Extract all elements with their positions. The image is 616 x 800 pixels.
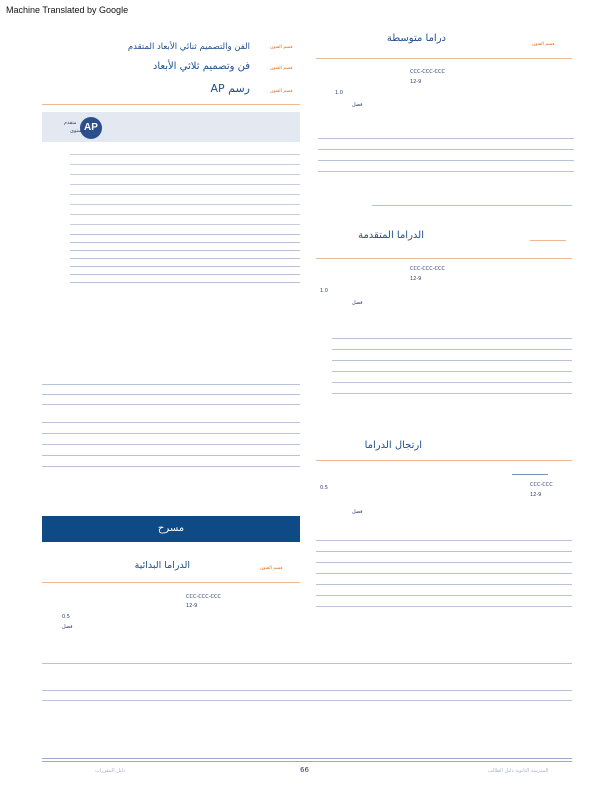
footer-divider	[42, 758, 572, 759]
text-block	[332, 334, 572, 398]
footer-divider	[42, 761, 572, 762]
course-badge: قسم الفنون	[532, 42, 555, 47]
footer-left-text: دليل المقررات	[95, 768, 126, 774]
divider	[316, 58, 572, 59]
course-title-2d: الفن والتصميم ثنائي الأبعاد المتقدم	[127, 42, 250, 52]
divider	[530, 240, 566, 241]
course-title-drawing: رسم AP	[210, 82, 250, 95]
course-credit: 1.0	[320, 288, 328, 294]
course-length: فصل	[352, 509, 363, 515]
course-code: CCC-CCC	[530, 482, 553, 488]
course-badge: قسم الفنون	[260, 566, 283, 571]
course-code: CCC-CCC-CCC	[410, 266, 446, 272]
ap-label: متقدم	[64, 120, 77, 126]
course-grade: 12-9	[410, 79, 422, 85]
text-block	[70, 150, 300, 240]
course-length: فصل	[62, 624, 73, 630]
course-badge: قسم الفنون	[270, 66, 293, 71]
course-title-3d: فن وتصميم ثلاثي الأبعاد	[152, 61, 250, 72]
course-code: CCC-CCC-CCC	[410, 69, 446, 75]
course-credit: 1.0	[335, 90, 343, 96]
divider	[42, 104, 300, 105]
course-grade: 12-9	[530, 492, 542, 498]
divider	[316, 460, 572, 461]
section-banner	[42, 516, 300, 542]
banner-label: مسرح	[157, 523, 185, 534]
divider	[316, 258, 572, 259]
course-code: CCC-CCC-CCC	[186, 594, 222, 600]
course-grade: 12-9	[186, 603, 198, 609]
ap-logo-icon: AP	[80, 117, 102, 139]
ap-label: مستوى	[70, 128, 86, 134]
text-block	[70, 230, 300, 285]
text-block	[372, 202, 572, 210]
course-length: فصل	[352, 102, 363, 108]
text-block	[42, 418, 300, 474]
text-block	[42, 660, 572, 668]
course-length: فصل	[352, 300, 363, 306]
course-title-intermediate: دراما متوسطة	[386, 33, 446, 44]
page-number: 66	[300, 766, 309, 774]
course-title-improv: ارتجال الدراما	[364, 440, 422, 451]
course-credit: 0.5	[320, 485, 328, 491]
text-block	[42, 686, 572, 710]
course-badge: قسم الفنون	[270, 45, 293, 50]
course-title-advanced: الدراما المتقدمة	[358, 230, 424, 241]
divider	[42, 582, 300, 583]
footer-right-text: المدرسة الثانوية دليل الطالب	[488, 768, 549, 774]
text-block	[318, 134, 574, 180]
course-badge-line	[512, 474, 548, 475]
course-title-beginning: الدراما البدائية	[134, 560, 190, 571]
course-grade: 12-9	[410, 276, 422, 282]
text-block	[42, 380, 300, 410]
course-credit: 0.5	[62, 614, 70, 620]
machine-translated-label: Machine Translated by Google	[6, 5, 129, 15]
text-block	[316, 536, 572, 610]
course-badge: قسم الفنون	[270, 89, 293, 94]
